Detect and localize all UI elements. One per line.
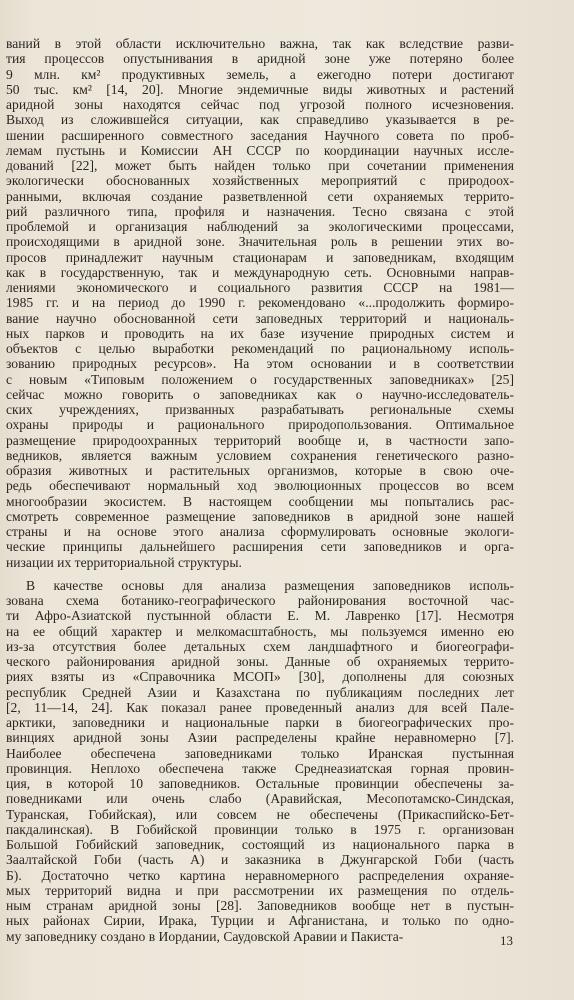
- text-line: ческие принципы дальнейшего расширения сети заповедников и орга-: [6, 539, 514, 555]
- text-line: ным странам аридной зоны [28]. Заповедников вообще нет в пустын-: [6, 898, 514, 913]
- text-line: 1985 гг. и на период до 1990 г. рекомендовано «...продолжить формиро-: [6, 295, 514, 311]
- text-line: лениями экономического и социального развития СССР на 1981—: [6, 280, 514, 295]
- text-line: риях взяты из «Справочника МСОП» [30], дополнены для союзных: [6, 669, 514, 685]
- text-line: му заповеднику создано в Иордании, Саудовской Аравии и Пакиста-: [6, 928, 404, 944]
- text-line: 50 тыс. км² [14, 20]. Многие эндемичные виды животных и растений: [6, 81, 514, 97]
- text-line: проблемой и организация наблюдений за экологическими процессами,: [6, 219, 514, 234]
- text-line: страны и на основе этого анализа сформулировать основные экологи-: [6, 524, 514, 539]
- text-line: провинция. Неплохо обеспечена также Среднеазиатская горная провин-: [6, 760, 514, 776]
- text-line: ранными, включая создание разветвленной сети охраняемых террито-: [6, 188, 514, 204]
- text-line: происходящими в аридной зоне. Значительная роль в решении этих во-: [6, 234, 514, 250]
- paragraph-1: [6, 36, 514, 570]
- text-line: Б). Достаточно четко картина неравномерного распределения охраняе-: [6, 867, 514, 883]
- text-line: зована схема ботанико-географического районирования восточной час-: [6, 593, 514, 608]
- text-line: редь обеспечивают нормальный ход эволюционных процессов во всем: [6, 478, 514, 494]
- text-line: Туранская, Гобийская), или совсем не обеспечены (Прикаспийско-Бет-: [6, 806, 514, 822]
- text-line: охраны природы и рационального природопользования. Оптимальное: [6, 417, 514, 433]
- text-line: ведников, является важным условием сохранения генетического разно-: [6, 447, 514, 463]
- text-line: Наиболее обеспечена заповедниками только Иранская пустынная: [6, 745, 514, 761]
- text-line: просов принадлежит научным стационарам и заповедникам, входящим: [6, 249, 514, 265]
- text-line: лемам пустынь и Комиссии АН СССР по координации научных иссле-: [6, 142, 514, 158]
- text-line: мых территорий видна и при рассмотрении их размещения по отдель-: [6, 882, 514, 898]
- text-line: многообразии экосистем. В настоящем сообщении мы попытались рас-: [6, 493, 514, 509]
- text-line: ных районах Сирии, Ирака, Турции и Афганистана, и только по одно-: [6, 913, 514, 929]
- text-line: экологически обоснованных хозяйственных мероприятий с природоох-: [6, 173, 514, 189]
- text-line: рий различного типа, профиля и назначения. Тесно связана с этой: [6, 203, 514, 219]
- text-line: тия процессов опустынивания в аридной зоне уже потеряно более: [6, 51, 514, 67]
- text-line: поведниками или очень слабо (Аравийская, Месопотамско-Синдская,: [6, 791, 514, 807]
- text-line: смотреть современное размещение заповедников в аридной зоне нашей: [6, 508, 514, 524]
- paragraph-2: [6, 578, 514, 944]
- text-line: с новым «Типовым положением о государственных заповедниках» [25]: [6, 371, 514, 387]
- text-line: арктики, заповедники и национальные парки в биогеографических про-: [6, 715, 514, 730]
- text-line: как в государственную, так и международную сеть. Основными направ-: [6, 264, 514, 280]
- paragraph-gap: [6, 570, 514, 578]
- text-line: Заалтайской Гоби (часть А) и заказника в Джунгарской Гоби (часть: [6, 852, 514, 868]
- text-line: ских учреждениях, призванных разрабатывать региональные схемы: [6, 402, 514, 417]
- text-line: на ее общий характер и мелкомасштабность, мы пользуемся именно ею: [6, 623, 514, 639]
- text-line: вание научно обоснованной сети заповедных территорий и националь-: [6, 310, 514, 326]
- text-line: низации их территориальной структуры.: [6, 554, 242, 570]
- text-line: объектов с целью выработки рекомендаций по рациональному исполь-: [6, 341, 514, 356]
- text-line: Выход из сложившейся ситуации, как справедливо указывается в ре-: [6, 112, 514, 128]
- page-number: 13: [500, 933, 513, 948]
- text-line: Большой Гобийский заповедник, состоящий из национального парка в: [6, 837, 514, 852]
- text-line: ваний в этой области исключительно важна, так как вследствие разви-: [6, 36, 514, 51]
- text-line: зованию природных ресурсов». На этом основании и в соответствии: [6, 356, 514, 372]
- text-line: ческого районирования аридной зоны. Данные об охраняемых террито-: [6, 654, 514, 669]
- text-line: сейчас можно говорить о заповедниках как о научно-исследователь-: [6, 386, 514, 402]
- text-line: шении расширенного совместного заседания Научного совета по проб-: [6, 127, 514, 143]
- text-line: [2, 11—14, 24]. Как показал ранее проведенный анализ для всей Пале-: [6, 699, 514, 715]
- text-line: из-за отсутствия более детальных схем ландшафтного и биогеографи-: [6, 638, 514, 654]
- text-line: дований [22], может быть найден только при сочетании применения: [6, 158, 514, 173]
- body-text: [6, 36, 514, 944]
- text-line: винциях аридной зоны Азии распределены крайне неравномерно [7].: [6, 730, 514, 746]
- text-line: 9 млн. км² продуктивных земель, а ежегодно потери достигают: [6, 66, 514, 82]
- text-line: аридной зоны находятся сейчас под угрозой полного исчезновения.: [6, 97, 514, 112]
- text-line: пакдалинская). В Гобийской провинции только в 1975 г. организован: [6, 821, 514, 837]
- text-line: республик Средней Азии и Казахстана по публикациям последних лет: [6, 684, 514, 700]
- text-line: В качестве основы для анализа размещения заповедников исполь-: [26, 577, 514, 593]
- text-line: образия животных и растительных организмов, которые в свою оче-: [6, 463, 514, 478]
- text-line: ти Афро-Азиатской пустынной области Е. М. Лавренко [17]. Несмотря: [6, 608, 514, 624]
- text-line: ных парков и проводить на их базе изучение природных систем и: [6, 325, 514, 341]
- text-line: размещение природоохранных территорий вообще и, в частности запо-: [6, 432, 514, 448]
- text-line: ция, в которой 10 заповедников. Остальные провинции обеспечены за-: [6, 776, 514, 791]
